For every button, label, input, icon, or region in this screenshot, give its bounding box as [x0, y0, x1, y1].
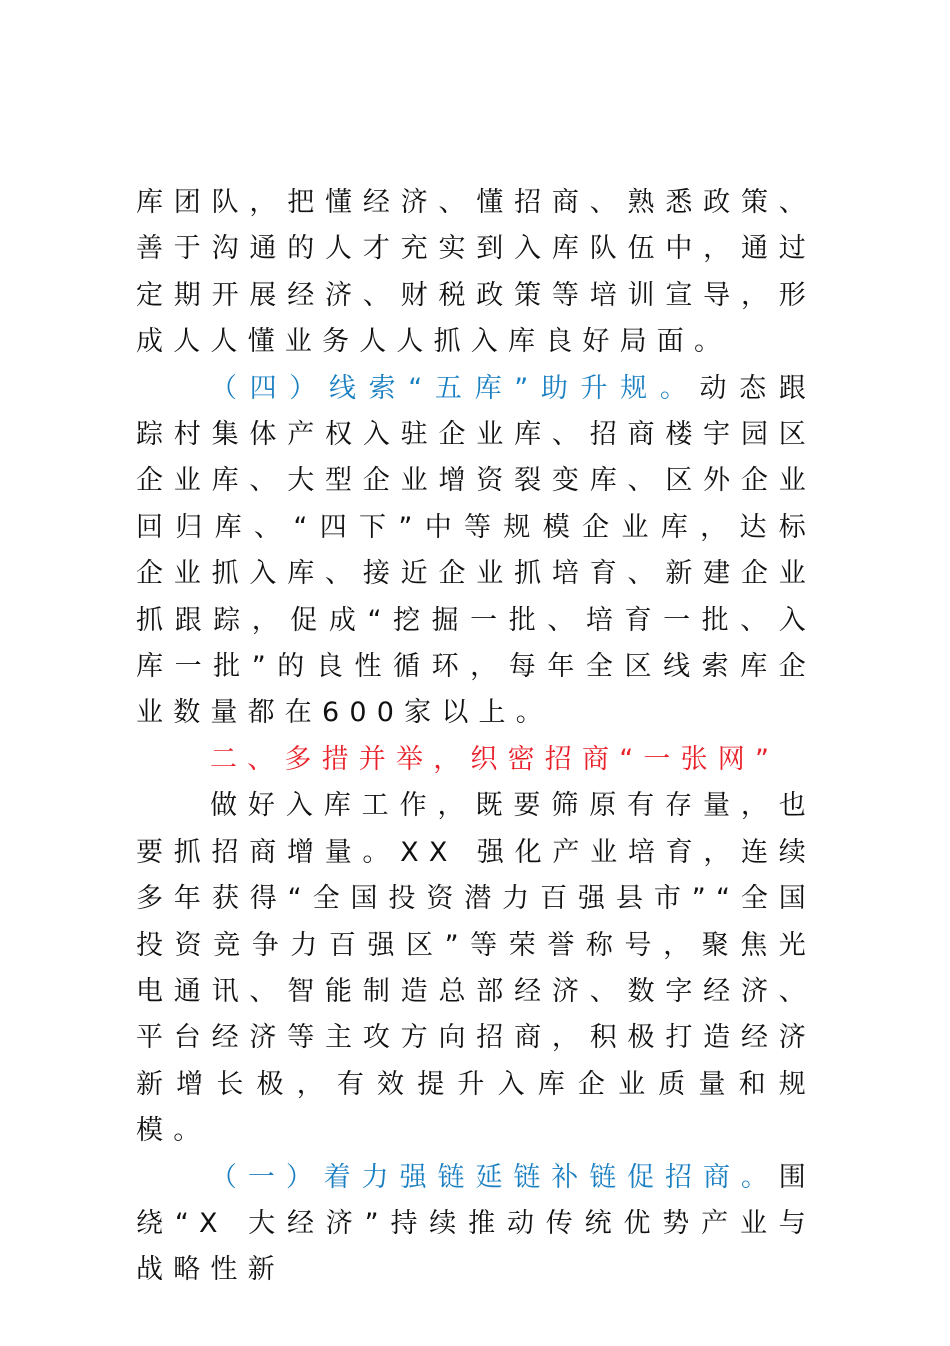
- subheading-one: （一）着力强链延链补链促招商。: [210, 1161, 779, 1193]
- paragraph-team: 库团队，把懂经济、懂招商、熟悉政策、善于沟通的人才充实到入库队伍中，通过定期开展经济、财税政策等培训宣导，形成人人懂业务人人抓入库良好局面。: [136, 187, 816, 358]
- paragraph-industry-chain: [136, 1155, 816, 1294]
- document-page: [136, 180, 816, 1294]
- paragraph-investment: 做好入库工作，既要筛原有存量，也要抓招商增量。XX 强化产业培育，连续多年获得“全国投资潜力百强县市”“全国投资竞争力百强区”等荣誉称号，聚焦光电通讯、智能制造总部经济、数字经济、平台经济等主攻方向招商，积极打造经济新增长极，有效提升入库企业质量和规模。: [136, 790, 816, 1147]
- subheading-four: （四）线索“五库”助升规。: [210, 372, 700, 404]
- section-heading-two: 二、多措并举，织密招商“一张网”: [210, 743, 780, 775]
- paragraph-five-libraries: [136, 366, 816, 737]
- paragraph-industry-chain-body: 围绕“X 大经济”持续推动传统优势产业与战略性新: [136, 1161, 816, 1286]
- paragraph-five-libraries-body: 动态跟踪村集体产权入驻企业库、招商楼宇园区企业库、大型企业增资裂变库、区外企业回归库、“四下”中等规模企业库，达标企业抓入库、接近企业抓培育、新建企业抓跟踪，促成“挖掘一批、培育一批、入库一批”的良性循环，每年全区线索库企业数量都在600家以上。: [136, 372, 816, 729]
